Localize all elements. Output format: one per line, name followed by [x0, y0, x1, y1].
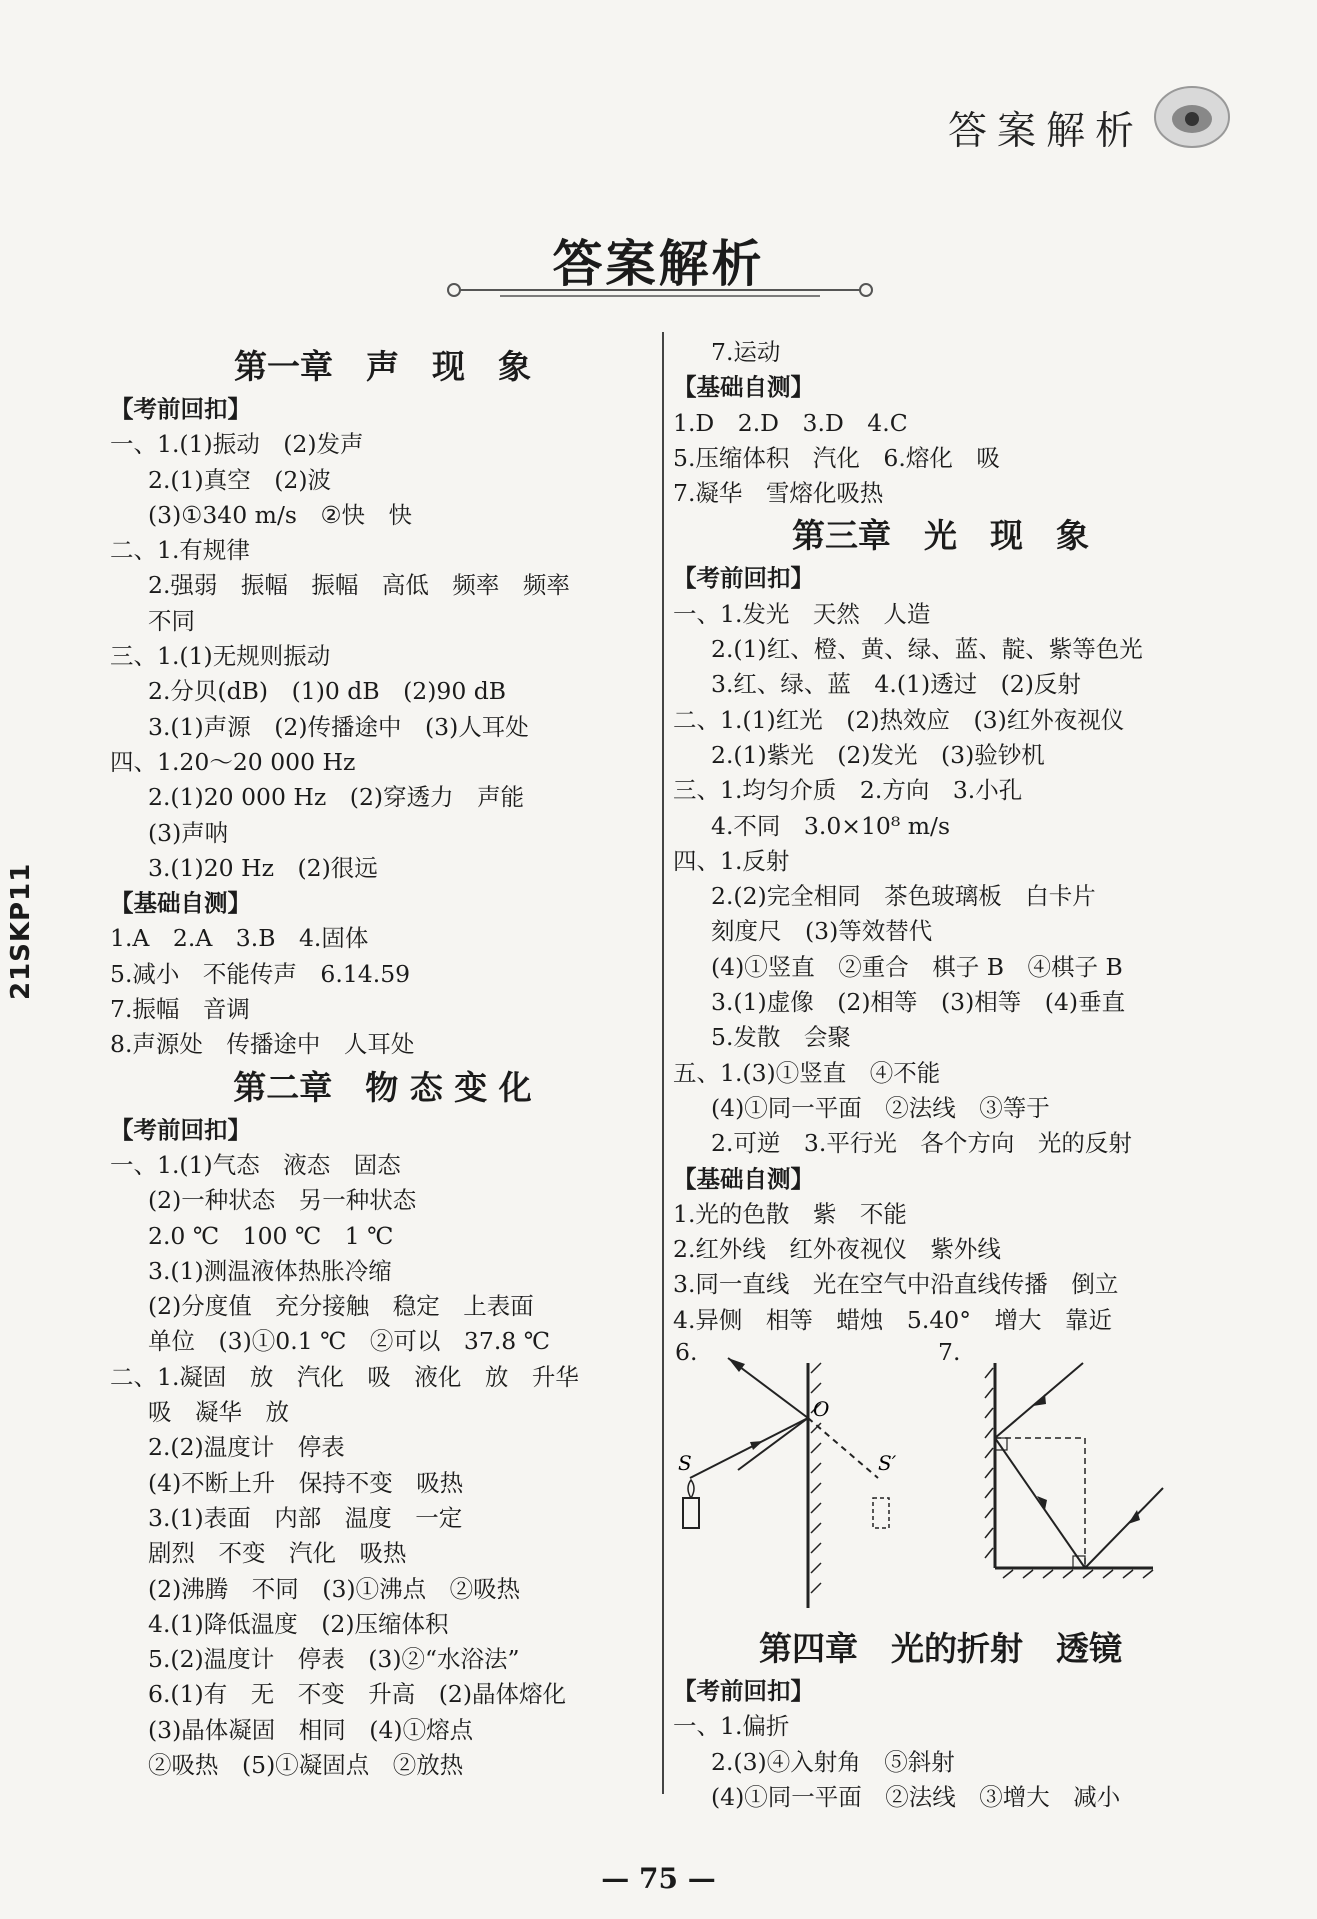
answer-line: 2.0 ℃ 100 ℃ 1 ℃: [148, 1221, 394, 1250]
answer-line: 2.(1)紫光 (2)发光 (3)验钞机: [711, 740, 1045, 769]
header-title: 答案解析: [948, 109, 1145, 154]
answer-line: 5.(2)温度计 停表 (3)②“水浴法”: [148, 1645, 520, 1674]
answer-line: 2.可逆 3.平行光 各个方向 光的反射: [711, 1129, 1132, 1158]
answer-line: 一、1.发光 天然 人造: [673, 599, 931, 628]
figure-6-number: 6.: [675, 1338, 698, 1367]
answer-line: 3.(1)虚像 (2)相等 (3)相等 (4)垂直: [711, 988, 1126, 1017]
right-column-bottom: [673, 1624, 1208, 1815]
answer-line: (4)不断上升 保持不变 吸热: [148, 1468, 464, 1497]
label-S: S: [678, 1451, 692, 1476]
answer-line: 二、1.(1)红光 (2)热效应 (3)红外夜视仪: [673, 705, 1125, 734]
answer-line: 5.减小 不能传声 6.14.59: [110, 959, 411, 988]
publisher-logo-icon: [1152, 82, 1232, 156]
answer-line: 三、1.均匀介质 2.方向 3.小孔: [673, 776, 1023, 805]
answer-line: 2.(1)真空 (2)波: [148, 465, 331, 494]
answer-line: 7.凝华 雪熔化吸热: [673, 479, 884, 508]
answer-line: 2.(2)温度计 停表: [148, 1433, 345, 1462]
answer-line: 4.(1)降低温度 (2)压缩体积: [148, 1609, 449, 1638]
figures-area: [673, 1338, 1208, 1618]
answer-line: 四、1.反射: [673, 846, 790, 875]
answer-line: (3)声呐: [148, 818, 229, 847]
answer-line: 3.(1)声源 (2)传播途中 (3)人耳处: [148, 712, 529, 741]
answer-line: (4)①同一平面 ②法线 ③等于: [711, 1093, 1050, 1122]
figure-6-mirror-diagram: [683, 1358, 889, 1608]
answer-line: 2.分贝(dB) (1)0 dB (2)90 dB: [148, 677, 507, 706]
answer-line: 1.光的色散 紫 不能: [673, 1199, 907, 1228]
answer-line: 不同: [148, 606, 195, 635]
chapter-heading: 第一章 声 现 象: [234, 347, 531, 386]
answer-line: 剧烈 不变 汽化 吸热: [148, 1539, 407, 1568]
answer-line: 5.发散 会聚: [711, 1023, 851, 1052]
answer-line: 2.红外线 红外夜视仪 紫外线: [673, 1235, 1001, 1264]
answer-line: 2.(3)④入射角 ⑤斜射: [711, 1747, 955, 1776]
section-heading: 【考前回扣】: [673, 564, 814, 593]
answer-line: 二、1.有规律: [110, 536, 250, 565]
answer-line: 7.运动: [711, 338, 781, 366]
label-O: O: [813, 1397, 830, 1422]
answer-line: 一、1.(1)气态 液态 固态: [110, 1150, 401, 1179]
figure-7-corner-mirror-diagram: [985, 1363, 1163, 1578]
answer-line: 4.不同 3.0×10⁸ m/s: [711, 811, 951, 840]
answer-line: 四、1.20～20 000 Hz: [110, 747, 356, 776]
optics-figures: [673, 1338, 1193, 1618]
answer-line: ②吸热 (5)①凝固点 ②放热: [148, 1750, 464, 1779]
chapter-heading: 第三章 光 现 象: [792, 516, 1089, 556]
right-column-top: [673, 335, 1208, 1338]
answer-line: (3)晶体凝固 相同 (4)①熔点: [148, 1715, 474, 1744]
answer-line: 单位 (3)①0.1 ℃ ②可以 37.8 ℃: [148, 1327, 551, 1356]
page-number: — 75 —: [601, 1862, 716, 1895]
answer-line: 3.(1)表面 内部 温度 一定: [148, 1503, 463, 1532]
answer-line: (2)一种状态 另一种状态: [148, 1186, 417, 1215]
answer-line: 7.振幅 音调: [110, 995, 250, 1024]
answer-line: 4.异侧 相等 蜡烛 5.40° 增大 靠近: [673, 1305, 1112, 1334]
answer-line: 5.压缩体积 汽化 6.熔化 吸: [673, 443, 1000, 472]
column-divider: [662, 332, 664, 1794]
answer-line: 3.红、绿、蓝 4.(1)透过 (2)反射: [711, 670, 1081, 699]
answer-line: 二、1.凝固 放 汽化 吸 液化 放 升华: [110, 1362, 579, 1391]
answer-line: 一、1.(1)振动 (2)发声: [110, 430, 364, 459]
answer-line: 8.声源处 传播途中 人耳处: [110, 1030, 415, 1059]
left-column: [110, 342, 655, 1783]
answer-line: (2)分度值 充分接触 稳定 上表面: [148, 1292, 534, 1321]
section-heading: 【基础自测】: [110, 889, 251, 918]
section-heading: 【考前回扣】: [110, 1115, 251, 1144]
side-code: 21SKP11: [6, 862, 36, 1000]
answer-line: 2.(1)20 000 Hz (2)穿透力 声能: [148, 783, 525, 812]
answer-line: 三、1.(1)无规则振动: [110, 642, 331, 671]
answer-line: 3.同一直线 光在空气中沿直线传播 倒立: [673, 1270, 1119, 1299]
right-column: [673, 335, 1208, 1815]
label-S-prime: S′: [878, 1451, 897, 1476]
title-ornament: [440, 278, 880, 312]
chapter-heading: 第四章 光的折射 透镜: [759, 1629, 1122, 1669]
answer-line: (4)①同一平面 ②法线 ③增大 减小: [711, 1782, 1121, 1811]
answer-line: 6.(1)有 无 不变 升高 (2)晶体熔化: [148, 1680, 566, 1709]
answer-line: (2)沸腾 不同 (3)①沸点 ②吸热: [148, 1574, 521, 1603]
answer-line: 一、1.偏折: [673, 1712, 790, 1741]
section-heading: 【考前回扣】: [673, 1677, 814, 1706]
answer-line: 1.D 2.D 3.D 4.C: [673, 408, 908, 437]
answer-line: (3)①340 m/s ②快 快: [148, 500, 413, 529]
answer-line: 3.(1)测温液体热胀冷缩: [148, 1256, 392, 1285]
answer-line: 1.A 2.A 3.B 4.固体: [110, 924, 369, 953]
answer-line: 2.(1)红、橙、黄、绿、蓝、靛、紫等色光: [711, 635, 1143, 664]
section-heading: 【基础自测】: [673, 373, 814, 402]
answer-line: 五、1.(3)①竖直 ④不能: [673, 1058, 941, 1087]
answer-line: 3.(1)20 Hz (2)很远: [148, 853, 378, 882]
answer-line: 刻度尺 (3)等效替代: [711, 917, 933, 946]
answer-line: 2.(2)完全相同 茶色玻璃板 白卡片: [711, 882, 1096, 911]
answer-line: 吸 凝华 放: [148, 1398, 289, 1427]
answer-line: (4)①竖直 ②重合 棋子 B ④棋子 B: [711, 952, 1123, 981]
page-title: 答案解析: [552, 235, 765, 293]
answer-line: 2.强弱 振幅 振幅 高低 频率 频率: [148, 571, 570, 600]
section-heading: 【基础自测】: [673, 1164, 814, 1193]
chapter-heading: 第二章 物 态 变 化: [233, 1067, 532, 1107]
figure-7-number: 7.: [938, 1338, 961, 1367]
section-heading: 【考前回扣】: [110, 395, 251, 423]
